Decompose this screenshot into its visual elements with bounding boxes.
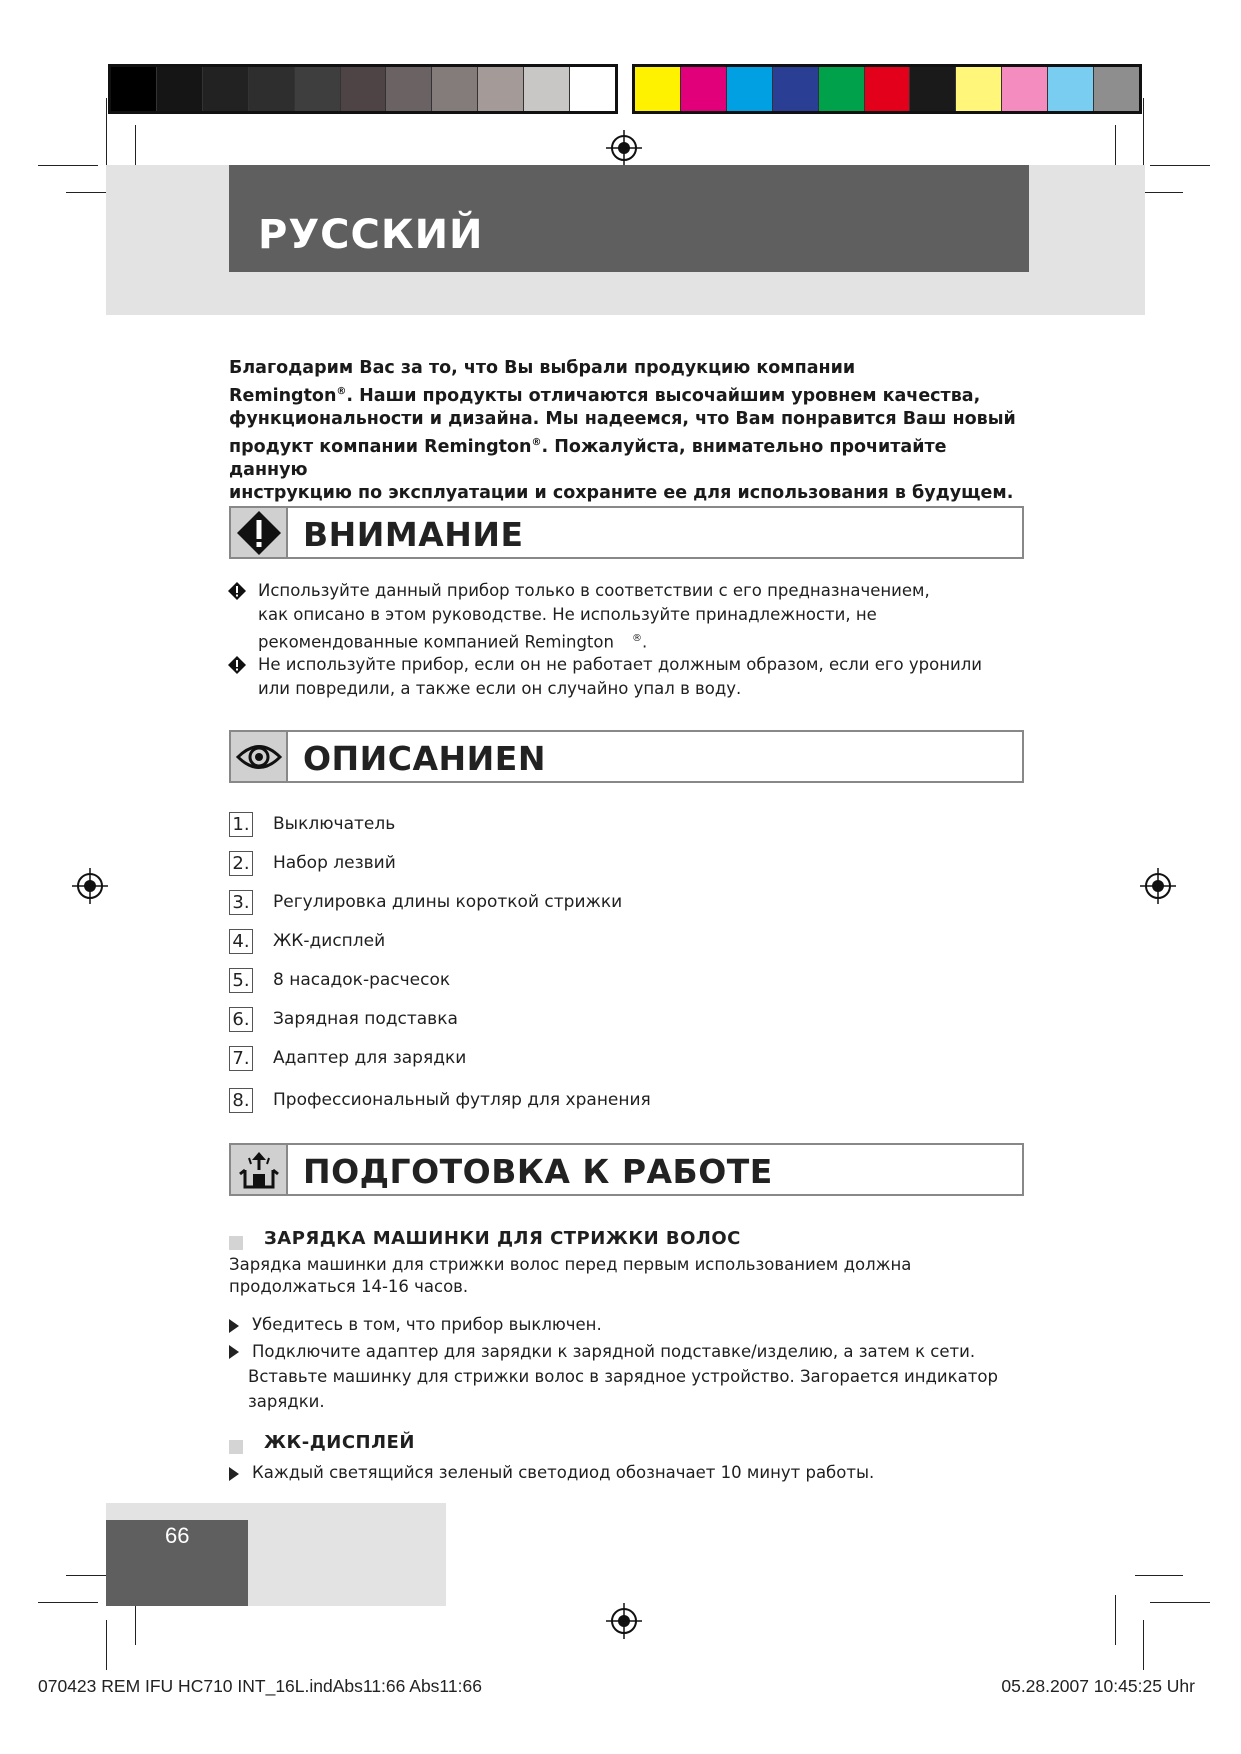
unbox-icon: [231, 1145, 288, 1194]
color-swatch: [864, 67, 910, 111]
color-swatch: [726, 67, 772, 111]
charging-step-1: Убедитесь в том, что прибор выключен.: [252, 1315, 602, 1334]
description-item-label: Профессиональный футляр для хранения: [273, 1090, 651, 1110]
page-title: РУССКИЙ: [258, 212, 484, 258]
intro-paragraph: [229, 357, 1029, 505]
intro-line: Благодарим Вас за то, что Вы выбрали продукцию компании: [229, 358, 856, 378]
gray-swatch: [431, 67, 477, 111]
gray-swatch: [202, 67, 248, 111]
warning-icon: [231, 508, 288, 557]
warning-section-header: [229, 506, 1024, 559]
description-item-label: Набор лезвий: [273, 853, 396, 873]
registration-mark-icon: [606, 1603, 642, 1639]
gray-swatch: [111, 67, 156, 111]
description-item-label: Зарядная подставка: [273, 1009, 458, 1029]
description-item-label: Регулировка длины короткой стрижки: [273, 892, 623, 912]
color-swatch: [635, 67, 680, 111]
arrow-bullet-icon: [229, 1345, 239, 1359]
crop-mark: [38, 165, 98, 166]
registration-mark-icon: [1140, 868, 1176, 904]
description-item-label: 8 насадок-расчесок: [273, 970, 451, 990]
preparation-title: ПОДГОТОВКА К РАБОТЕ: [303, 1152, 773, 1191]
intro-line: функциональности и дизайна. Мы надеемся, что Вам понравится Ваш новый: [229, 408, 1016, 429]
arrow-bullet-icon: [229, 1467, 239, 1481]
color-swatch: [772, 67, 818, 111]
crop-mark: [1150, 1602, 1210, 1603]
registration-mark-icon: [72, 868, 108, 904]
eye-icon: [231, 732, 288, 781]
gray-swatch: [477, 67, 523, 111]
page-number: 66: [165, 1523, 190, 1548]
color-swatch: [1093, 67, 1139, 111]
footer-file-info: 070423 REM IFU HC710 INT_16L.indAbs11:66 Abs11:66: [38, 1676, 482, 1696]
gray-swatch: [385, 67, 431, 111]
gray-swatch: [340, 67, 386, 111]
preparation-section-header: [229, 1143, 1024, 1196]
description-item-label: ЖК-дисплей: [273, 931, 386, 951]
color-swatch: [1001, 67, 1047, 111]
description-item-number: 2.: [229, 851, 253, 876]
gray-swatch: [248, 67, 294, 111]
description-item-number: 8.: [229, 1088, 253, 1113]
intro-line: продукт компании Remington®. Пожалуйста, внимательно прочитайте данную: [229, 436, 947, 480]
charging-heading: ЗАРЯДКА МАШИНКИ ДЛЯ СТРИЖКИ ВОЛОС: [264, 1228, 741, 1249]
crop-mark: [106, 98, 107, 170]
crop-mark: [38, 1602, 98, 1603]
warning-bullet-icon: [228, 582, 246, 600]
description-item-number: 5.: [229, 968, 253, 993]
description-item-label: Выключатель: [273, 814, 396, 834]
crop-mark: [1143, 98, 1144, 170]
description-item-number: 1.: [229, 812, 253, 837]
description-title: ОПИСАНИЕN: [303, 739, 546, 778]
gray-swatch: [156, 67, 202, 111]
warning-bullet-icon: [228, 656, 246, 674]
crop-mark: [1150, 165, 1210, 166]
charging-paragraph: Зарядка машинки для стрижки волос перед первым использованием должна продолжаться 14-16 часов.: [229, 1255, 912, 1296]
color-swatch: [680, 67, 726, 111]
color-swatch: [818, 67, 864, 111]
section-bullet-icon: [229, 1236, 243, 1250]
gray-swatch: [569, 67, 615, 111]
crop-mark: [1135, 1575, 1183, 1576]
color-bar: [632, 64, 1142, 114]
color-swatch: [955, 67, 1001, 111]
grayscale-bar: [108, 64, 618, 114]
warning-title: ВНИМАНИЕ: [303, 515, 524, 554]
description-item-number: 7.: [229, 1046, 253, 1071]
crop-mark: [1143, 1620, 1144, 1670]
arrow-bullet-icon: [229, 1319, 239, 1333]
warning-item-2: Не используйте прибор, если он не работает должным образом, если его уронили или повредили, а также если он случайно упал в воду.: [258, 655, 982, 698]
intro-line: Remington®. Наши продукты отличаются высочайшим уровнем качества,: [229, 385, 981, 406]
lcd-heading: ЖК-ДИСПЛЕЙ: [264, 1432, 415, 1453]
intro-line: инструкцию по эксплуатации и сохраните ее для использования в будущем.: [229, 482, 1014, 503]
description-item-number: 6.: [229, 1007, 253, 1032]
description-item-label: Адаптер для зарядки: [273, 1048, 467, 1068]
color-swatch: [1047, 67, 1093, 111]
description-section-header: [229, 730, 1024, 783]
warning-item-1: Используйте данный прибор только в соответствии с его предназначением, как описано в этом руководстве. Не используйте принадлежности, не рекомендованные компанией Remington ®.: [258, 581, 930, 652]
gray-swatch: [523, 67, 569, 111]
section-bullet-icon: [229, 1440, 243, 1454]
crop-mark: [1115, 1595, 1116, 1645]
description-item-number: 4.: [229, 929, 253, 954]
color-swatch: [909, 67, 955, 111]
lcd-step: Каждый светящийся зеленый светодиод обозначает 10 минут работы.: [252, 1463, 875, 1482]
charging-step-2: Подключите адаптер для зарядки к зарядной подставке/изделию, а затем к сети. Вставьте машинку для стрижки волос в зарядное устройство. Загорается индикатор зарядки.: [248, 1342, 998, 1411]
gray-swatch: [294, 67, 340, 111]
crop-mark: [106, 1620, 107, 1670]
registration-mark-icon: [606, 130, 642, 166]
description-item-number: 3.: [229, 890, 253, 915]
footer-timestamp: 05.28.2007 10:45:25 Uhr: [1001, 1676, 1195, 1696]
